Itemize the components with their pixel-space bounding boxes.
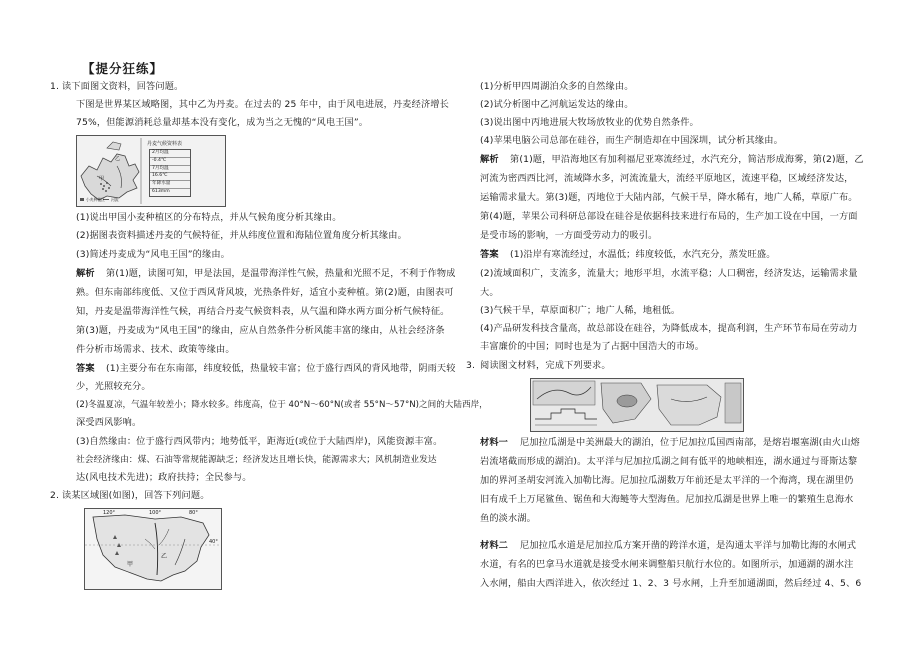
climate-table: [149, 149, 191, 197]
material1-line: 旧有成千上万尾鲨鱼、锯鱼和大海鲢等大型海鱼。尼加拉瓜湖是世界上唯一的繁殖生息海水: [480, 494, 854, 505]
material2-label-text: 材料二: [480, 540, 509, 551]
q2-subquestion: (4)苹果电脑公司总部在硅谷，而生产制造却在中国深圳，试分析其缘由。: [480, 135, 783, 146]
climate-row: 16.6℃: [150, 173, 190, 181]
region-shape: [657, 385, 721, 425]
climate-table-title: 丹麦气候资料表: [147, 141, 183, 147]
material1-line: 加的界河圣胡安河流入加勒比海。尼加拉瓜湖数万年前还是太平洋的一个海湾，现在湖里仍: [480, 475, 854, 486]
q2-answer-line: (4)产品研发科技含量高，故总部设在硅谷，为降低成本，提高利润，生产环节布局在劳动力: [480, 323, 858, 334]
q3-number: 3.: [466, 360, 476, 371]
q1-sub2: (2)据图表资料描述丹麦的气候特征，并从纬度位置和海陆位置角度分析其缘由。: [76, 230, 407, 241]
q2-analysis-line: 第(1)题，甲沿海地区有加利福尼亚寒流经过，水汽充分，简洁形成海雾，第(2)题，乙: [510, 154, 864, 165]
svg-text:乙: 乙: [115, 156, 121, 162]
material2-line: 尼加拉瓜水道是尼加拉瓜方案开凿的跨洋水道，是沟通太平洋与加勒比海的水闸式: [520, 540, 857, 551]
section-title: 【提分狂练】: [82, 61, 164, 76]
longitude-label: 120°: [103, 510, 116, 516]
longitude-label: 80°: [189, 510, 198, 516]
material2-line: 水道，有名的巴拿马水道就是接受水闸来调整船只航行水位的。如图所示，加通湖的湖水注: [480, 559, 854, 570]
climate-row: 7月均温: [150, 166, 190, 174]
q1-answer-line: (2)冬温夏凉，气温年较差小；降水较多。纬度高，位于 40°N～60°N(或者 55°N～57°N)之间的大陆西岸，: [76, 400, 488, 410]
q1-analysis-label: 解析: [76, 268, 95, 279]
latitude-label: 40°: [209, 539, 218, 545]
q1-analysis-line: 知，丹麦是温带海洋性气候，再结合丹麦气候资料表，从气温和降水两方面分析气候特征。: [76, 306, 450, 317]
q2-analysis-line: 河流为密西西比河，流域降水多，河流流量大，流经平原地区，流速平稳，区域经济发达，: [480, 173, 854, 184]
q2-prompt: 读某区域图(如图)，回答下列问题。: [62, 490, 210, 501]
q1-para1: 下图是世界某区域略图，其中乙为丹麦。在过去的 25 年中，由于风电进展，丹麦经济增长: [76, 99, 449, 110]
material1-line: 岩流堵截而形成的湖泊)。太平洋与尼加拉瓜湖之间有低平的地峡相连，湖水通过与哥斯达黎: [480, 456, 858, 467]
q2-analysis-line: 是受市场的影响，一方面受劳动力的吸引。: [480, 230, 658, 241]
material1-label: [480, 437, 508, 449]
climate-row: 613mm: [152, 188, 170, 194]
material2-line: 入水闸，船由大西洋进入，依次经过 1、2、3 号水闸，上升至加通湖面，然后经过 4、5、6: [480, 578, 862, 589]
q1-analysis-line: 第(1)题，读图可知，甲是法国，是温带海洋性气候，热量和光照不足，不利于作物成: [106, 268, 456, 279]
q2-analysis-line: 第(4)题，苹果公司科研总部设在硅谷是依据科技来进行布局的，生产加工设在中国，一方面: [480, 211, 858, 222]
q1-analysis-line: 第(3)题，丹麦成为“风电王国”的缘由，应从自然条件分析风能丰富的缘由，从社会经济条: [76, 325, 445, 336]
climate-row: -0.4℃: [150, 158, 190, 166]
climate-row: 2月均温: [150, 150, 190, 158]
north-america-map-figure: [84, 508, 222, 590]
q1-answer-line: (3)自然缘由：位于盛行西风带内；地势低平，距海近(或位于大陆西岸)，风能资源丰富。: [76, 436, 443, 447]
q2-subquestion: (2)试分析图中乙河航运发达的缘由。: [480, 99, 634, 110]
q2-answer-line: 丰富廉价的中国；同时也是为了占据中国浩大的市场。: [480, 341, 705, 352]
legend-river: 河流: [111, 197, 119, 202]
q1-answer-line: 少，光照较充分。: [76, 381, 151, 392]
place-label-jia: 甲: [127, 561, 134, 568]
place-label-yi: 乙: [161, 553, 168, 560]
canal-map-figure: [530, 378, 744, 432]
q2-answer-line: (1)沿岸有寒流经过，水温低；纬度较低，水汽充分，蒸发旺盛。: [510, 249, 776, 260]
q2-number: 2.: [50, 490, 60, 501]
material1-line: 鱼的淡水湖。: [480, 513, 537, 524]
q2-analysis-line: 运输需求量大。第(3)题，丙地位于大陆内部，气候干旱，降水稀有，地广人稀，草原广布。: [480, 192, 858, 203]
q3-prompt: 阅读图文材料，完成下列要求。: [480, 360, 611, 371]
q1-answer-line: 深受西风影响。: [76, 417, 142, 428]
inset-map: [533, 381, 595, 405]
q1-answer-label: 答案: [76, 363, 95, 374]
north-america-map-svg: [85, 509, 221, 589]
material1-line: 尼加拉瓜湖是中美洲最大的湖泊，位于尼加拉瓜国西南部，是熔岩堰塞湖(由火山熔: [520, 437, 860, 448]
legend-wheat: 小麦种植区: [86, 197, 105, 202]
longitude-label: 100°: [149, 510, 162, 516]
q1-analysis-line: 熟。但东南部纬度低、又位于西风背风坡，光热条件好，适宜小麦种植。第(2)题，由图表可: [76, 287, 454, 298]
material1-label-text: 材料一: [480, 437, 509, 448]
material2-label: [480, 540, 508, 552]
q1-analysis-line: 件分析市场需求、技术、政策等缘由。: [76, 344, 235, 355]
q1-number: 1.: [50, 81, 60, 92]
q1-answer-line: 达(风电技术先进)；政府扶持；全民参与。: [76, 472, 252, 483]
q2-subquestion: (3)说出图中丙地进展大牧场放牧业的优势自然条件。: [480, 117, 699, 128]
q1-answer-line: 社会经济缘由：煤、石油等常规能源缺乏；经济发达且增长快，能源需求大；风机制造业发达: [76, 455, 437, 465]
q2-analysis-label: 解析: [480, 154, 499, 165]
q1-para2: 75%，但能源消耗总量却基本没有变化，成为当之无愧的“风电王国”。: [76, 117, 369, 128]
q1-prompt: 读下面图文资料，回答问题。: [62, 81, 184, 92]
q1-sub3: (3)简述丹麦成为“风电王国”的缘由。: [76, 249, 231, 260]
europe-map-figure: [76, 135, 226, 207]
q2-answer-line: (3)气候干旱，草原面积广；地广人稀，地租低。: [480, 305, 681, 316]
canal-map-svg: [531, 379, 743, 431]
lake-shape: [617, 395, 637, 407]
climate-row: 年降水量: [150, 181, 190, 189]
q2-subquestion: (1)分析甲四周湖泊众多的自然缘由。: [480, 81, 634, 92]
q1-sub1: (1)说出甲国小麦种植区的分布特点，并从气候角度分析其缘由。: [76, 212, 342, 223]
q2-answer-line: (2)流域面积广，支流多，流量大；地形平坦，水流平稳；人口稠密，经济发达，运输需求量: [480, 268, 858, 279]
svg-text:甲: 甲: [99, 176, 105, 182]
q2-answer-label: 答案: [480, 249, 499, 260]
q2-answer-line: 大。: [480, 287, 499, 298]
q1-answer-line: (1)主要分布在东南部，纬度较低，热量较丰富；位于盛行西风的背风地带，阴雨天较: [106, 363, 456, 374]
